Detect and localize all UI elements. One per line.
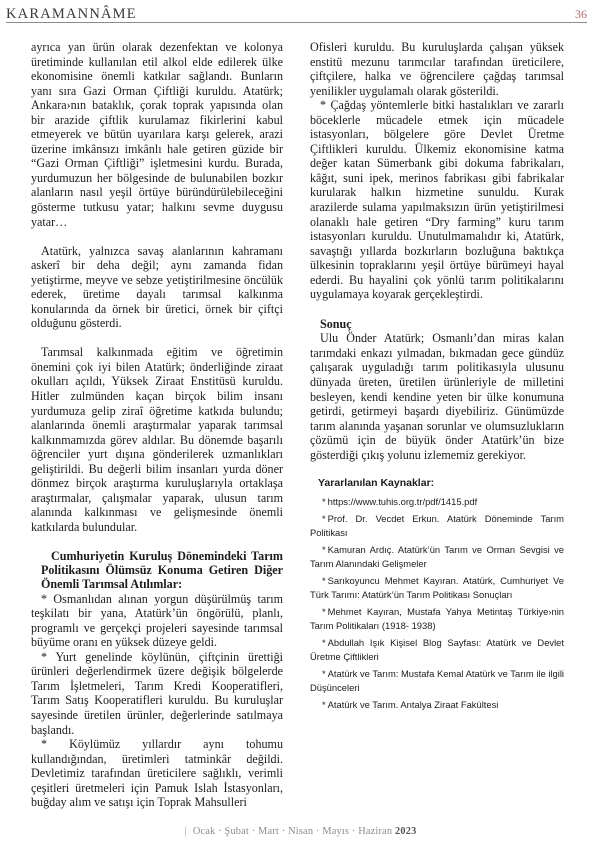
- paragraph: * Köylümüz yıllardır aynı tohumu kullandığından, üretimleri tatminkâr değildi. Devletimiz tarafından üreticilere sağlıklı, verimli çeşitleri üretmeleri için Pamuk Islah İstasyonları, buğday alım ve satışı için Toprak Mahsulleri: [31, 737, 283, 810]
- section-heading: Cumhuriyetin Kuruluş Dönemindeki Tarım Politikasını Ölümsüz Konuma Getiren Diğer Önemli Tarımsal Atılımlar:: [41, 549, 283, 592]
- reference-item: * Prof. Dr. Vecdet Erkun. Atatürk Döneminde Tarım Politikası: [310, 512, 564, 538]
- page-footer: [0, 826, 595, 837]
- right-column: [310, 40, 564, 714]
- paragraph: Ofisleri kuruldu. Bu kuruluşlarda çalışan yüksek enstitü mezunu tarımcılar tarafından üreticilere, çiftçilere, halka ve öğrencilere çağdaş tarımsal yenilikler uygulamalı olarak gösterildi.: [310, 40, 564, 98]
- paragraph: * Osmanlıdan alınan yorgun düşürülmüş tarım teşkilatı bir yana, Atatürk’ün öngörülü, planlı, programlı ve gerçekçi projeleri sayesinde tarımsal büyüme oranı en yüksek düzeye geldi.: [31, 591, 283, 650]
- reference-item: * Sarıkoyuncu Mehmet Kayıran. Atatürk, Cumhuriyet Ve Türk Tarımı: Atatürk’ün Tarım Politikası Sonuçları: [310, 574, 564, 600]
- references-title: Yararlanılan Kaynaklar:: [318, 477, 435, 490]
- issue-year: 2023: [395, 826, 417, 837]
- conclusion-heading: Sonuç: [320, 316, 352, 331]
- left-column: [31, 40, 283, 810]
- paragraph: ayrıca yan ürün olarak dezenfektan ve kolonya üretiminde kullanılan etil alkol elde edilerek ülke ekonomisine önemli katkılar sağlandı. Bunların yanı sıra Gazi Orman Çiftliği kuruldu. Atatürk; Ankara›nın bataklık, çorak toprak yapısında olan bir arazide çiftlik kurulamaz fikirlerini kabul etmeyerek ve bütün uyarılara karşı gelerek, arazi üzerine imkânsızı imkânlı hale getiren güzide bir “Gazi Orman Çiftliği” işletmesini kurdu. Burada, yurdumuzun her bölgesinde de bulunabilen bozkır alanların nasıl yeşil örtüye büründürülebileceğini gösterme tutkusu yatar; halkını sevme duygusu yatar…: [31, 40, 283, 229]
- issue-months: Ocak · Şubat · Mart · Nisan · Mayıs · Haziran: [192, 826, 393, 837]
- paragraph: * Çağdaş yöntemlerle bitki hastalıkları ve zararlı böceklerle mücadele etmek için mücadele istasyonları, bölgelere göre Devlet Üretme Çiftlikleri kuruldu. Ülkemiz ekonomisine katma değer katan Sümerbank gibi dokuma fabrikaları, kâğıt, suni ipek, merinos fabrikası gibi fabrikalar kurularak halkın hizmetine sunuldu. Kurak arazilerde sulama yapılmaksızın ürün yetiştirilmesi olanaklı hale getiren “Dry farming” kuru tarım istasyonları kuruldu. Unutulmamalıdır ki, Atatürk, savaştığı yıllarda bozkırların bozluğuna baktıkça ülkesinin topraklarını yeşil örtüye bürümeyi hayal ederdi. Bu hayalini çok yönlü tarım politikalarını uygulamaya koyarak gerçekleştirdi.: [310, 98, 564, 302]
- paragraph: Ulu Önder Atatürk; Osmanlı’dan miras kalan tarımdaki enkazı yılmadan, bıkmadan gece gündüz çalışarak uyguladığı tarım politikasıyla ulusunu dünyada üreten, üretilen ürünleriyle de milletini besleyen, kendi kendine yeten bir ülke konumuna getirdi, getirmeyi başardı diyebiliriz. Günümüzde tarım alanında yaşanan sorunlar ve olumsuzlukların çözümü için de büyük önder Atatürk’ün bize gösterdiği çıkış yolunu izlememiz gerekiyor.: [310, 331, 564, 462]
- reference-item: * https://www.tuhis.org.tr/pdf/1415.pdf: [322, 495, 478, 507]
- header-rule: [6, 22, 587, 23]
- reference-item: * Mehmet Kayıran, Mustafa Yahya Metintaş Türkiye›nin Tarım Politikaları (1918- 1938): [310, 605, 564, 631]
- paragraph: Atatürk, yalnızca savaş alanlarının kahramanı askerî bir deha değil; aynı zamanda fidan yetiştirme, meyve ve sebze yetiştirilmesine öncülük ederek, üretime dayalı tarımsal kalkınma konularında da örnek bir üretici, örnek bir çiftçi olduğunu gösterdi.: [31, 243, 283, 331]
- magazine-title: KARAMANNÂME: [6, 6, 137, 22]
- page-number: 36: [575, 7, 587, 21]
- reference-item: * Atatürk ve Tarım. Antalya Ziraat Fakültesi: [322, 698, 499, 710]
- paragraph: * Yurt genelinde köylünün, çiftçinin ürettiği ürünleri değerlendirmek üzere değişik bölgelerde Tarım İşletmeleri, Tarım Kredi Kooperatifleri, Tarım Satış Kooperatifleri kuruldu. Bu kuruluşlar sayesinde üretilen ürünler, değerlerinde satılmaya başlandı.: [31, 649, 283, 737]
- paragraph: Tarımsal kalkınmada eğitim ve öğretimin önemini çok iyi bilen Atatürk; önderliğinde ziraat okulları açıldı, Yüksek Ziraat Enstitüsü kuruldu. Hitler zulmünden kaçan birçok bilim insanı yurdumuza gelip ziraî öğretime katkıda bulundu; alanlarında önemli araştırmalar yaparak tarımsal kalkınmamızda görev aldılar. Bu dönemde başarılı öğrenciler yurt dışına gönderilerek uzmanlıkları geliştirildi. Bu değerli bilim insanları yurda döner dönmez birçok araştırma kuruluşlarıyla ortaklaşa araştırmalar, çalışmalar yaparak, ulusun tarım alanında kalkınması ve gelişmesinde önemli katkılarda bulundular.: [31, 345, 283, 534]
- reference-item: * Abdullah Işık Kişisel Blog Sayfası: Atatürk ve Devlet Üretme Çiftlikleri: [310, 636, 564, 662]
- footer-separator: |: [184, 826, 187, 837]
- reference-item: * Atatürk ve Tarım: Mustafa Kemal Atatürk ve Tarım ile ilgili Düşünceleri: [310, 667, 564, 693]
- page-header: [6, 6, 587, 30]
- references-list: [310, 495, 564, 712]
- reference-item: * Kamuran Ardıç. Atatürk’ün Tarım ve Orman Sevgisi ve Tarım Alanındaki Gelişmeler: [310, 543, 564, 569]
